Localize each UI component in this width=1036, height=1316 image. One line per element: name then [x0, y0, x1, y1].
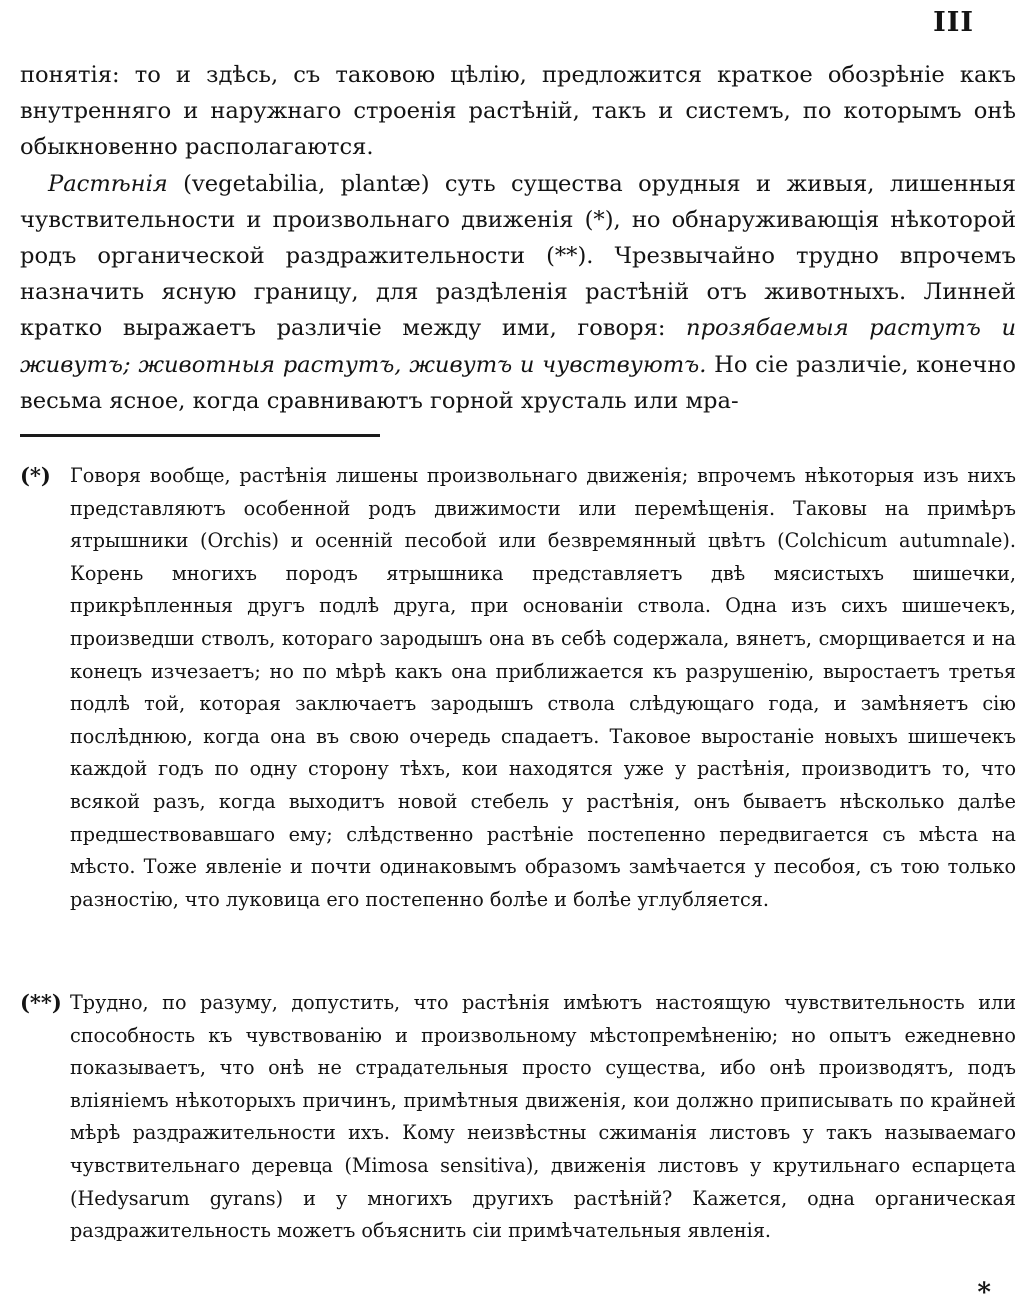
footnote-1 — [20, 460, 1016, 916]
paragraph-text-a: (vegetabilia, plantæ) суть существа орудныя и живыя, лишенныя чувствительности и произвольнаго движенія (*), но обнаруживающія нѣкоторой родъ органической раздражительности (**). Чрезвычайно трудно впрочемъ назначить ясную границу, для раздѣленія растѣній отъ животныхъ. Линней кратко выражаетъ различіе между ими, говоря: — [20, 170, 1016, 342]
footnote-text: Говоря вообще, растѣнія лишены произвольнаго движенія; впрочемъ нѣкоторыя изъ нихъ представляютъ особенной родъ движимости или перемѣщенія. Таковы на примѣръ ятрышники (Orchis) и осенній песобой или безвремянный цвѣтъ (Colchicum autumnale). Корень многихъ породъ ятрышника представляетъ двѣ мясистыхъ шишечки, прикрѣпленныя другъ подлѣ друга, при основаніи ствола. Одна изъ сихъ шишечекъ, произведши стволъ, котораго зародышъ она въ себѣ содержала, вянетъ, сморщивается и на конецъ изчезаетъ; но по мѣрѣ какъ она приближается къ разрушенію, выростаетъ третья подлѣ той, которая заключаетъ зародышъ ствола слѣдующаго года, и замѣняетъ сію послѣднюю, когда она въ свою очередь спадаетъ. Таковое выростаніе новыхъ шишечекъ каждой годъ по одну сторону тѣхъ, кои находятся уже у растѣнія, производитъ то, что всякой разъ, когда выходитъ новой стебель у растѣнія, онъ бываетъ нѣсколько далѣе предшествовавшаго ему; слѣдственно растѣніе постепенно передвигается съ мѣста на мѣсто. Тоже явленіе и почти одинаковымъ образомъ замѣчается у песобоя, съ тою только разностію, что луковица его постепенно болѣе и болѣе углубляется. — [70, 464, 1016, 911]
defined-term: Растѣнія — [48, 170, 168, 197]
footnote-marker: (**) — [20, 990, 62, 1015]
paragraph-plants-definition — [20, 166, 1016, 419]
footnote-text: Трудно, по разуму, допустить, что растѣнія имѣютъ настоящую чувствительность или способность къ чувствованію и произвольному мѣстопремѣненію; но опытъ ежедневно показываетъ, что онѣ не страдательныя просто существа, ибо онѣ производятъ, подъ вліяніемъ нѣкоторыхъ причинъ, примѣтныя движенія, кои должно приписывать по крайней мѣрѣ раздражительности ихъ. Кому неизвѣстны сжиманія листовъ у такъ называемаго чувствительнаго деревца (Mimosa sensitiva), движенія листовъ у крутильнаго еспарцета (Hedysarum gyrans) и у многихъ другихъ растѣній? Кажется, одна органическая раздражительность можетъ объяснить сіи примѣчательныя явленія. — [70, 991, 1016, 1243]
linnaeus-quote: прозябаемыя растутъ и живутъ; животныя растутъ, живутъ и чувствуютъ. — [20, 315, 1016, 378]
page-number: III — [933, 7, 974, 38]
paragraph-text-b: Но сіе различіе, конечно весьма ясное, когда сравниваютъ горной хрусталь или мра- — [20, 351, 1016, 414]
signature-mark: * — [977, 1278, 991, 1308]
footnote-2 — [20, 987, 1016, 1248]
footnote-marker: (*) — [20, 463, 51, 488]
main-text — [20, 57, 1016, 419]
paragraph-continuation: понятія: то и здѣсь, съ таковою цѣлію, предложится краткое обозрѣніе какъ внутренняго и наружнаго строенія растѣній, такъ и системъ, по которымъ онѣ обыкновенно располагаются. — [20, 62, 1016, 161]
footnote-divider — [20, 434, 380, 437]
